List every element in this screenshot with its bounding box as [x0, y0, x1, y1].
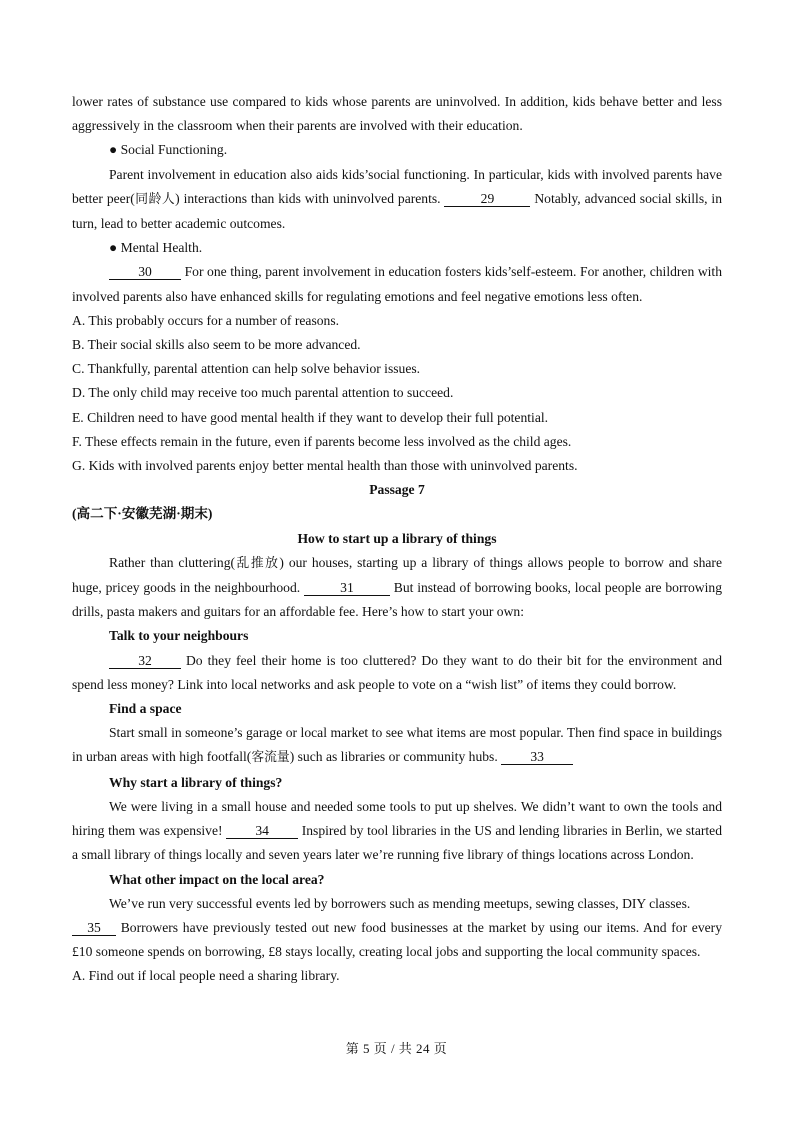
space-paragraph [72, 721, 722, 770]
passage-title: Passage 7 [369, 482, 425, 498]
intro-text-b: ) our houses, starting up a library of things allows people to borrow and share huge, pricey goods in the neighbourhood. [72, 554, 722, 596]
heading-why-start: Why start a library of things? [109, 774, 283, 790]
impact-paragraph-a: We’ve run very successful events led by borrowers such as mending meetups, sewing classes, DIY classes. [109, 895, 691, 911]
option-c: C. Thankfully, parental attention can help solve behavior issues. [72, 361, 421, 377]
blank-31[interactable]: 31 [304, 580, 390, 596]
blank-32[interactable]: 32 [109, 653, 181, 669]
intro-paragraph: lower rates of substance use compared to kids whose parents are uninvolved. In addition, kids behave better and less aggressively in the classroom when their parents are involved with their education. [72, 94, 722, 134]
option-a: A. This probably occurs for a number of reasons. [72, 312, 340, 328]
space-text-a: Start small in someone’s garage or local market to see what items are most popular. Then find space in buildings in urban areas with high footfall( [72, 725, 722, 765]
option-f: F. These effects remain in the future, even if parents become less involved as the child ages. [72, 433, 572, 449]
blank-35[interactable]: 35 [72, 920, 116, 936]
blank-30[interactable]: 30 [109, 264, 181, 280]
neighbours-paragraph [72, 649, 722, 697]
intro-chinese-gloss: 乱推放 [235, 555, 280, 571]
why-text-a: We were living in a small house and needed some tools to put up shelves. We didn’t want to own the tools and hiring them was expensive! [72, 798, 722, 839]
social-text-a: Parent involvement in education also aids kids’social functioning. In particular, kids with involved parents have better peer( [72, 166, 722, 206]
impact-text-b: Borrowers have previously tested out new food businesses at the market by using our items. And for every £10 someone spends on borrowing, £8 stays locally, creating local jobs and supporting the local community spaces. [72, 919, 722, 960]
passage-source: (高二下·安徽芜湖·期末) [72, 506, 213, 522]
option-b: B. Their social skills also seem to be more advanced. [72, 337, 361, 353]
impact-paragraph-b [72, 916, 722, 964]
document-page [72, 90, 722, 989]
heading-other-impact: What other impact on the local area? [109, 871, 325, 887]
article-title: How to start up a library of things [297, 530, 497, 546]
mental-text: For one thing, parent involvement in education fosters kids’self-esteem. For another, children with involved parents also have enhanced skills for regulating emotions and feel negative emotions less often. [72, 264, 722, 304]
intro-text-a: Rather than cluttering( [109, 554, 236, 570]
blank-33[interactable]: 33 [501, 749, 573, 765]
social-chinese-gloss: 同龄人 [134, 191, 176, 207]
option-a-passage-7: A. Find out if local people need a sharing library. [72, 968, 340, 984]
bullet-mental-health: ● Mental Health. [109, 240, 203, 256]
neighbours-text: Do they feel their home is too cluttered? Do they want to do their bit for the environment and spend less money? Link into local networks and ask people to vote on a “wish list” of items they could borrow. [72, 652, 722, 692]
space-text-b: ) such as libraries or community hubs. [289, 749, 502, 765]
bullet-social-functioning: ● Social Functioning. [109, 142, 228, 158]
why-paragraph [72, 795, 722, 868]
space-chinese-gloss: 客流量 [251, 750, 290, 766]
option-g: G. Kids with involved parents enjoy better mental health than those with uninvolved parents. [72, 458, 578, 474]
social-text-b: ) interactions than kids with uninvolved parents. [175, 190, 445, 206]
blank-34[interactable]: 34 [226, 823, 298, 839]
why-text-b: Inspired by tool libraries in the US and lending libraries in Berlin, we started a small library of things locally and seven years later we’re running five library of things locations across London. [72, 823, 722, 863]
heading-talk-to-neighbours: Talk to your neighbours [109, 628, 249, 644]
blank-29[interactable]: 29 [444, 191, 530, 207]
social-text-c: Notably, advanced social skills, in turn, lead to better academic outcomes. [72, 190, 722, 232]
option-e: E. Children need to have good mental health if they want to develop their full potential. [72, 409, 549, 425]
heading-find-a-space: Find a space [109, 701, 182, 717]
intro-text-c: But instead of borrowing books, local people are borrowing drills, pasta makers and guitars for an affordable fee. Here’s how to start your own: [72, 580, 722, 620]
article-intro-paragraph [72, 551, 722, 625]
mental-paragraph [72, 260, 722, 308]
page-footer: 第 5 页 / 共 24 页 [345, 1041, 448, 1056]
option-d: D. The only child may receive too much parental attention to succeed. [72, 385, 454, 401]
social-paragraph [72, 163, 722, 237]
